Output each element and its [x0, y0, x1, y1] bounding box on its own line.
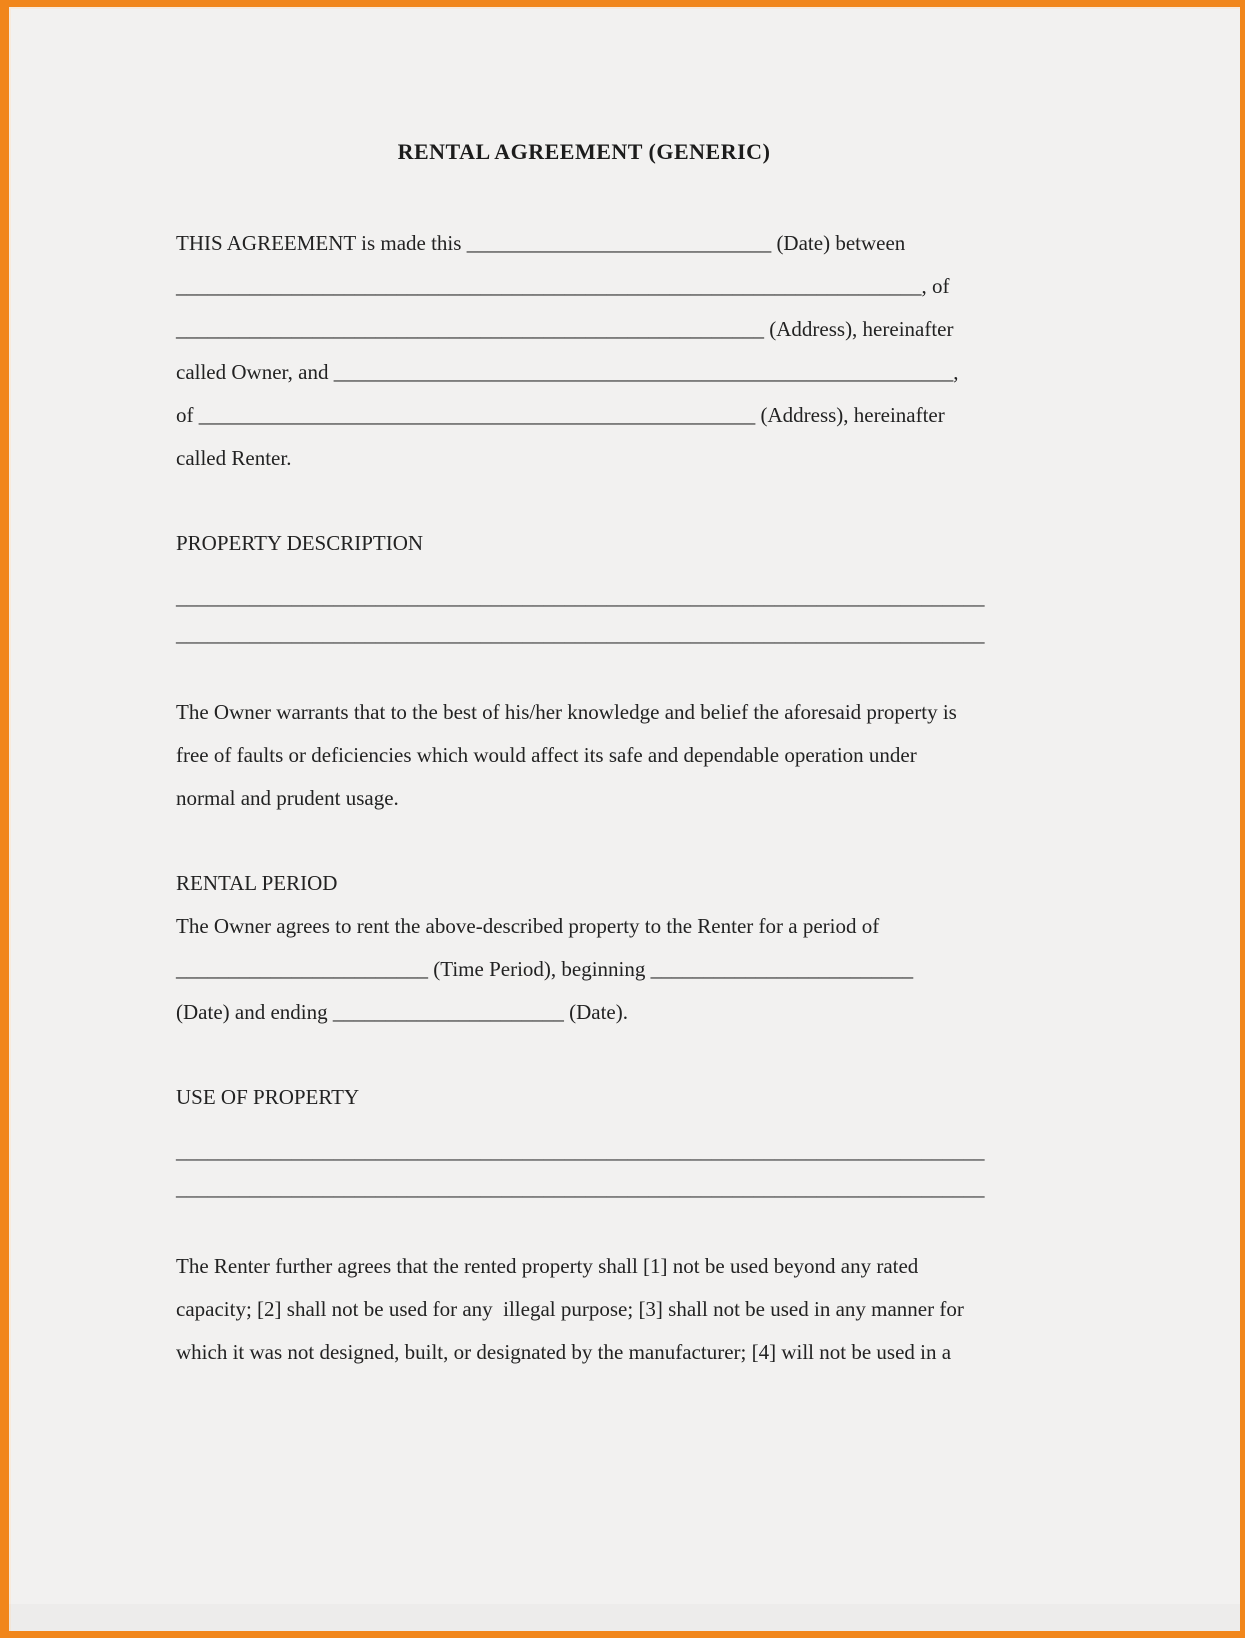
document-title: RENTAL AGREEMENT (GENERIC)	[397, 139, 771, 164]
rental-period-line: (Date) and ending ______________________ (Date).	[176, 1000, 628, 1024]
intro-line: _______________________________________________________________________, of	[176, 274, 950, 298]
warranty-line: The Owner warrants that to the best of his/her knowledge and belief the aforesaid property is	[176, 700, 957, 724]
rental-period-line: ________________________ (Time Period), beginning _________________________	[176, 957, 914, 981]
warranty-paragraph	[176, 691, 992, 820]
renter-obligations-line: capacity; [2] shall not be used for any illegal purpose; [3] shall not be used in any manner for	[176, 1297, 964, 1321]
warranty-line: normal and prudent usage.	[176, 786, 399, 810]
renter-obligations-paragraph	[176, 1245, 992, 1374]
warranty-line: free of faults or deficiencies which would affect its safe and dependable operation under	[176, 743, 917, 767]
property-description-blanks	[176, 579, 992, 653]
rental-period-line: The Owner agrees to rent the above-described property to the Renter for a period of	[176, 914, 880, 938]
blank-line: _____________________________________________________________________________	[176, 1139, 985, 1163]
blank-line: _____________________________________________________________________________	[176, 622, 985, 646]
intro-line: THIS AGREEMENT is made this _____________________________ (Date) between	[176, 231, 906, 255]
blank-line: _____________________________________________________________________________	[176, 585, 985, 609]
intro-line: of _____________________________________________________ (Address), hereinafter	[176, 403, 945, 427]
renter-obligations-line: The Renter further agrees that the rented property shall [1] not be used beyond any rated	[176, 1254, 919, 1278]
intro-line: called Owner, and ___________________________________________________________,	[176, 360, 959, 384]
section-heading-rental-period: RENTAL PERIOD	[176, 871, 338, 895]
renter-obligations-line: which it was not designed, built, or designated by the manufacturer; [4] will not be used in a	[176, 1340, 952, 1364]
page-bottom-shade	[9, 1604, 1240, 1631]
section-heading-property-description: PROPERTY DESCRIPTION	[176, 531, 424, 555]
use-of-property-blanks	[176, 1133, 992, 1207]
intro-line: called Renter.	[176, 446, 292, 470]
intro-line: ________________________________________________________ (Address), hereinafter	[176, 317, 954, 341]
document-content	[176, 7, 992, 1374]
blank-line: _____________________________________________________________________________	[176, 1176, 985, 1200]
rental-period-paragraph	[176, 905, 992, 1034]
section-heading-use-of-property: USE OF PROPERTY	[176, 1085, 360, 1109]
intro-paragraph	[176, 222, 992, 480]
